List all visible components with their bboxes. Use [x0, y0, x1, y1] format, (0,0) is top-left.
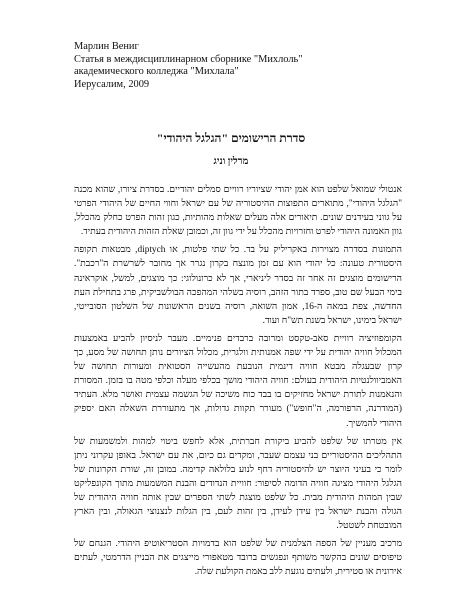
body-paragraph: הקומפוזיציה רוויית סאב-טקסט ומרובה ברבדים פנימיים. מעבר לניסיון להביע באמצעות המכלול חוויה יהודית על ידי שפה אמנותית וולגרית, מכלול הציורים נותן תחושה של מסע, כך קרון שבעגלה מבטא חוויה דינמית הנובעת מהעשייה הסטואית ומעורות תחושה של האמביוולנטיות היהודית בעולם: חוויה היהודי מושך בכלפי מעלה וכלפי מטה בו בזמן. המסורת והנאמנות לתורת ישראל מחזיקים בו בבד כוח משיכה של הגשמה עצמית ואושר מלא. העתיד (המודרנה, הרפורמה, ה"חופש") מעורר תקוות גדולות, אך מתעוררת השאלה האם יספיק היהודי להמשיך.	[74, 333, 402, 429]
document-author: מרלין וניג	[213, 156, 249, 167]
body-paragraph: אנטולי שמואל שלפט הוא אמן יהודי שציוריו רוויים סמלים יהודיים. בסדרת ציורו, שהוא מכנה "הגלגל היהודי", מתוארים התפוצות ההיסטוריה של עם ישראל וחווי החיים של היהודי הפרטי על גווני בעידנים שונים. תיאורים אלה מעלים שאלות מהותיות, כגון זהות הפרט כחלק מהכלל, גוון האמונה היהודי לפרט וחזרויות מהכלל על ידי גוון זה, וכמובן שאלת הזהות היהודית בעתיד.	[74, 185, 402, 238]
header-line-article: Статья в междисциплинарном сборнике "Михлоль"	[74, 53, 303, 65]
body-paragraph: התמונות בסדרה מצוירות באקריליק על בד. כל שתי פלטות, או diptych, מבטאות תקופה היסטורית טעונה: כל יהודי הוא עם זמן מונצח בקרון נגרר אך מחובר לשרשרת ה"רכבת". הרישומים מוצגים זה אחר זה בסדר ליניארי, אך לא כרונולוגי: כך מוצגים, למשל, אוקראינה בימי הבעל שם טוב, ספרד בתור הזהב, רוסיה בשלהי המהפכה הבולשביקית, פרג בתחילת העת החדשה, צפת במאה ה-16, אמון השואה, רוסיה בשנים הראשונות של השלטון הסובייטי, ישראל בימינו, ישראל בשנת תש"ח ועוד.	[74, 245, 403, 326]
document-title: סדרת הרישומים "הגלגל היהודי"	[156, 131, 306, 145]
document-body	[74, 183, 402, 584]
header-line-college: академического колледжа "Михлала"	[74, 66, 239, 78]
body-paragraph: אין מטרתו של שלפט להביע ביקורת חברתית, אלא לחפש ביטוי למהות ולמשמעות של התהליכים ההיסטוריים בני עצמם שעבר, ומקדים גם כיום, את עם ישראל. באופן עקרוני ניתן לומר כי בעיני היוצר יש להיסטוריה דחף לנוע בלולאה קדימה. במובן זה, שורת הקרונות של הגלגל היהודי מציגה חוויה הדומה לסיפור: חוויית הנדודים והבנת המשמעות מתוך הקונפליקט שבין המהות היהודית מבית. כל שלפט מוצגת לשתי הספרים שבין אותה חוויה היהודית של הגולה והבנת ישראל בין עידן לעידן, בין זהות לעם, בין הגלות לנצנוצי הגאולה, ובין הארץ המובטחת לשטטל.	[74, 436, 402, 532]
header-line-place-date: Иерусалим, 2009	[74, 78, 150, 90]
author-info-header	[74, 41, 404, 91]
body-paragraph: מרכיב מעניין של הספה הצלמנית של שלפט הוא בדמויות הסטריאוטיפ היהודי. הגנחם של טיפוסים שונים בהקשר משותף ונפגשים ברובד מטאפורי מייצגים את הבניין הדרמטי, לעתים אירונית או סטירית, ולעתים נוגעת ללב באמת הקולעת שלה.	[74, 539, 402, 578]
header-line-author: Марлин Вениг	[74, 41, 139, 52]
